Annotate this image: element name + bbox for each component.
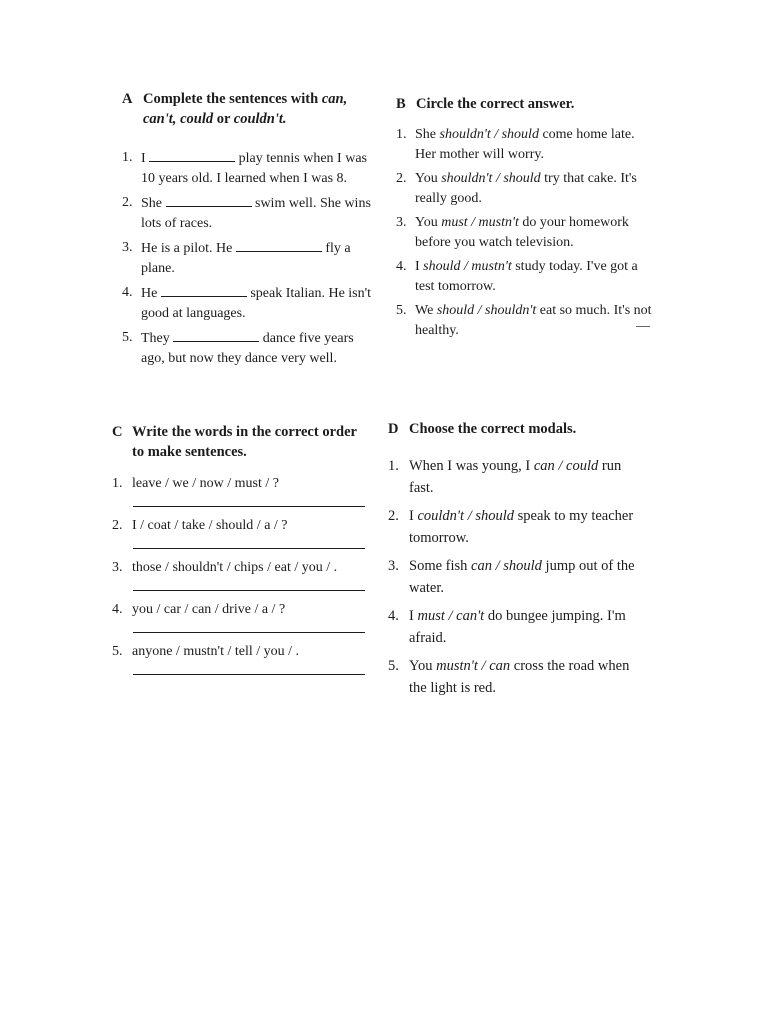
section-b xyxy=(396,94,658,345)
jumbled-words: I / coat / take / should / a / ? xyxy=(132,518,288,533)
item-number: 2. xyxy=(112,518,123,533)
item-number: 1. xyxy=(112,476,123,491)
exercise-item xyxy=(396,301,658,341)
item-text-after: do your homework before you watch television. xyxy=(415,215,629,250)
section-b-letter: B xyxy=(396,96,406,112)
item-text-before: You xyxy=(415,215,442,230)
modal-choices: couldn't / should xyxy=(417,508,515,524)
fill-in-blank xyxy=(149,148,235,162)
answer-line xyxy=(133,620,365,633)
item-text xyxy=(141,148,374,189)
item-text xyxy=(141,238,374,279)
item-text-after: speak to my teacher tomorrow. xyxy=(409,508,634,546)
fill-in-blank xyxy=(173,328,259,342)
modal-choices: can / should xyxy=(471,558,542,574)
item-text-before: When I was young, I xyxy=(409,458,534,474)
item-text-after: speak Italian. He isn't good at languages. xyxy=(141,286,372,321)
item-text xyxy=(409,455,648,499)
item-number: 1. xyxy=(122,150,133,165)
item-text-before: You xyxy=(415,171,442,186)
stray-dash-mark xyxy=(636,326,650,327)
item-text-after: eat so much. It's not healthy. xyxy=(415,303,652,338)
item-text-before: Some fish xyxy=(409,558,472,574)
item-text-after: cross the road when the light is red. xyxy=(409,658,630,696)
fill-in-blank xyxy=(236,238,322,252)
section-a-instruction xyxy=(143,89,374,129)
exercise-item xyxy=(388,555,648,599)
section-b-heading xyxy=(396,94,658,114)
answer-line xyxy=(133,494,365,507)
fill-in-blank xyxy=(166,193,252,207)
item-text-before: They xyxy=(141,331,174,346)
exercise-item xyxy=(112,516,372,549)
item-text-after: play tennis when I was 10 years old. I learned when I was 8. xyxy=(141,151,367,186)
exercise-item xyxy=(396,213,658,253)
item-number: 4. xyxy=(396,259,407,274)
section-c-heading xyxy=(112,422,372,462)
exercise-item xyxy=(388,455,648,499)
answer-line xyxy=(133,536,365,549)
exercise-item xyxy=(396,169,658,209)
item-text-after: run fast. xyxy=(409,458,622,496)
exercise-item xyxy=(388,655,648,699)
item-text xyxy=(415,125,658,165)
jumbled-words: those / shouldn't / chips / eat / you / . xyxy=(132,560,338,575)
item-number: 3. xyxy=(388,558,399,574)
item-text-before: He is a pilot. He xyxy=(141,241,236,256)
instruction-text: Complete the sentences with xyxy=(143,91,322,107)
item-text-before: You xyxy=(409,658,437,674)
item-text xyxy=(141,193,374,234)
item-text xyxy=(409,555,648,599)
exercise-item xyxy=(112,600,372,633)
item-text-after: study today. I've got a test tomorrow. xyxy=(415,259,638,294)
exercise-item xyxy=(396,257,658,297)
item-text-after: come home late. Her mother will worry. xyxy=(415,127,635,162)
answer-line xyxy=(133,662,365,675)
modal-choices: can / could xyxy=(533,458,599,474)
section-b-list xyxy=(396,125,658,341)
jumbled-words: anyone / mustn't / tell / you / . xyxy=(132,644,300,659)
exercise-item xyxy=(122,328,374,369)
item-number: 1. xyxy=(396,127,407,142)
item-text xyxy=(141,328,374,369)
exercise-item xyxy=(388,505,648,549)
item-text-after: fly a plane. xyxy=(141,241,351,276)
exercise-item xyxy=(122,283,374,324)
section-a-list xyxy=(122,148,374,369)
answer-choices: must / mustn't xyxy=(441,215,519,230)
instruction-text: or xyxy=(213,111,234,127)
item-number: 4. xyxy=(122,285,133,300)
item-number: 2. xyxy=(388,508,399,524)
instruction-option: can, can't, xyxy=(143,91,348,127)
item-text xyxy=(415,257,658,297)
instruction-option: couldn't. xyxy=(233,111,287,127)
item-text xyxy=(409,505,648,549)
modal-choices: must / can't xyxy=(417,608,485,624)
section-d-instruction: Choose the correct modals. xyxy=(409,421,577,437)
section-d-list xyxy=(388,455,648,699)
item-text-after: swim well. She wins lots of races. xyxy=(141,196,371,231)
item-text xyxy=(415,169,658,209)
section-d-heading xyxy=(388,419,648,439)
item-number: 3. xyxy=(396,215,407,230)
answer-choices: should / mustn't xyxy=(423,259,512,274)
jumbled-words: leave / we / now / must / ? xyxy=(132,476,279,491)
item-text-before: I xyxy=(415,259,424,274)
fill-in-blank xyxy=(161,283,247,297)
section-b-instruction: Circle the correct answer. xyxy=(416,96,575,112)
exercise-item xyxy=(388,605,648,649)
item-number: 2. xyxy=(122,195,133,210)
exercise-item xyxy=(112,642,372,675)
section-d xyxy=(388,419,648,705)
section-a-letter: A xyxy=(122,91,133,107)
instruction-option: could xyxy=(180,111,214,127)
item-text-after: do bungee jumping. I'm afraid. xyxy=(409,608,626,646)
answer-choices: should / shouldn't xyxy=(436,303,537,318)
exercise-item xyxy=(122,148,374,189)
item-text-before: She xyxy=(141,196,166,211)
item-text-before: We xyxy=(415,303,437,318)
answer-line xyxy=(133,578,365,591)
item-text-after: dance five years ago, but now they dance very well. xyxy=(141,331,354,366)
modal-choices: mustn't / can xyxy=(436,658,511,674)
section-a xyxy=(122,89,374,373)
section-c-letter: C xyxy=(112,424,123,440)
item-number: 2. xyxy=(396,171,407,186)
item-text-after: try that cake. It's really good. xyxy=(415,171,637,206)
answer-choices: shouldn't / should xyxy=(439,127,539,142)
item-text xyxy=(415,213,658,253)
item-number: 3. xyxy=(112,560,123,575)
section-c-list xyxy=(112,474,372,675)
item-number: 3. xyxy=(122,240,133,255)
section-a-heading xyxy=(122,89,374,129)
jumbled-words: you / car / can / drive / a / ? xyxy=(132,602,286,617)
exercise-item xyxy=(122,193,374,234)
section-c-instruction: Write the words in the correct order to make sentences. xyxy=(132,424,357,460)
item-number: 5. xyxy=(396,303,407,318)
item-text-before: He xyxy=(141,286,161,301)
item-text-after: jump out of the water. xyxy=(409,558,635,596)
item-text-before: I xyxy=(409,608,418,624)
section-d-letter: D xyxy=(388,421,399,437)
exercise-item xyxy=(112,474,372,507)
item-text-before: She xyxy=(415,127,440,142)
item-number: 4. xyxy=(388,608,399,624)
item-text xyxy=(415,301,658,341)
item-number: 5. xyxy=(122,330,133,345)
item-number: 1. xyxy=(388,458,399,474)
exercise-item xyxy=(122,238,374,279)
exercise-item xyxy=(396,125,658,165)
item-text-before: I xyxy=(409,508,418,524)
item-text xyxy=(141,283,374,324)
section-c xyxy=(112,422,372,684)
exercise-item xyxy=(112,558,372,591)
item-text xyxy=(409,605,648,649)
item-number: 4. xyxy=(112,602,123,617)
item-text-before: I xyxy=(141,151,150,166)
item-number: 5. xyxy=(112,644,123,659)
answer-choices: shouldn't / should xyxy=(441,171,541,186)
item-number: 5. xyxy=(388,658,399,674)
item-text xyxy=(409,655,648,699)
